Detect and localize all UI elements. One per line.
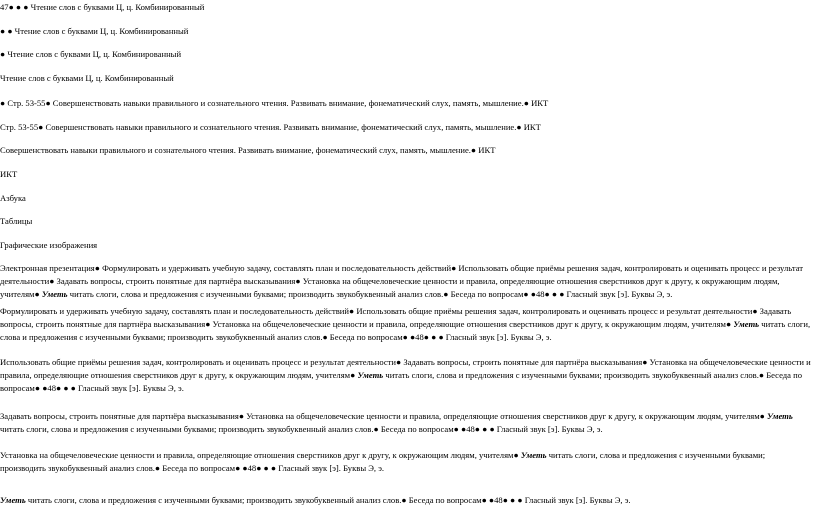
activities-paragraph-2-tail: читать слоги, слова и предложения с изученными буквами; производить звукобуквенный анализ слов.● Беседа по вопросам● ●48● ● ● Гласный звук [э]. Буквы Э, э. xyxy=(0,319,811,342)
activities-paragraph-2-text: Формулировать и удерживать учебную задачу, составлять план и последовательность действий● Использовать общие приёмы решения задач, контролировать и оценивать процесс и результат деятельности● Задавать вопросы, строить понятные для партнёра высказывания● Установка на общечеловеческие ценности и правила, определяющие отношения сверстников друг к другу, к окружающим людям, учителям● xyxy=(0,306,792,329)
resource-tables: Таблицы xyxy=(0,216,33,226)
umet-label: Уметь xyxy=(0,495,26,505)
lesson-title-line-4: Чтение слов с буквами Ц, ц. Комбинированный xyxy=(0,73,174,83)
activities-paragraph-1 xyxy=(0,262,812,301)
umet-label: Уметь xyxy=(357,370,384,380)
umet-label: Уметь xyxy=(733,319,760,329)
lesson-goals-line-1: ● Стр. 53-55● Совершенствовать навыки правильного и сознательного чтения. Развивать внимание, фонематический слух, память, мышление.● ИКТ xyxy=(0,98,549,108)
activities-paragraph-5-text: Установка на общечеловеческие ценности и правила, определяющие отношения сверстников друг к другу, к окружающим людям, учителям● xyxy=(0,450,519,460)
umet-label: Уметь xyxy=(520,450,547,460)
activities-paragraph-4-text: Задавать вопросы, строить понятные для партнёра высказывания● Установка на общечеловеческие ценности и правила, определяющие отношения сверстников друг к другу, к окружающим людям, учителям● xyxy=(0,411,765,421)
lesson-title-line-2: ● ● Чтение слов с буквами Ц, ц. Комбинированный xyxy=(0,26,189,36)
activities-paragraph-3-text: Использовать общие приёмы решения задач, контролировать и оценивать процесс и результат деятельности● Задавать вопросы, строить понятные для партнёра высказывания● Установка на общечеловеческие ценности и правила, определяющие отношения сверстников друг к другу, к окружающим людям, учителям● xyxy=(0,357,811,380)
activities-paragraph-5-tail: читать слоги, слова и предложения с изученными буквами; производить звукобуквенный анализ слов.● Беседа по вопросам● ●48● ● ● Гласный звук [э]. Буквы Э, э. xyxy=(0,450,766,473)
lesson-goals-line-3: Совершенствовать навыки правильного и сознательного чтения. Развивать внимание, фонематический слух, память, мышление.● ИКТ xyxy=(0,145,496,155)
activities-paragraph-5 xyxy=(0,449,812,475)
lesson-title-line-1: 47● ● ● Чтение слов с буквами Ц, ц. Комбинированный xyxy=(0,2,205,12)
activities-paragraph-4-tail: читать слоги, слова и предложения с изученными буквами; производить звукобуквенный анализ слов.● Беседа по вопросам● ●48● ● ● Гласный звук [э]. Буквы Э, э. xyxy=(0,424,603,434)
activities-paragraph-1-text: Электронная презентация● Формулировать и удерживать учебную задачу, составлять план и последовательность действий● Использовать общие приёмы решения задач, контролировать и оценивать процесс и результат деятельности● Задавать вопросы, строить понятные для партнёра высказывания● Установка на общечеловеческие ценности и правила, определяющие отношения сверстников друг к другу, к окружающим людям, учителям● xyxy=(0,263,804,299)
resource-graphics: Графические изображения xyxy=(0,240,98,250)
activities-paragraph-6-tail: читать слоги, слова и предложения с изученными буквами; производить звукобуквенный анализ слов.● Беседа по вопросам● ●48● ● ● Гласный звук [э]. Буквы Э, э. xyxy=(27,495,631,505)
lesson-title-line-3: ● Чтение слов с буквами Ц, ц. Комбинированный xyxy=(0,49,182,59)
activities-paragraph-3 xyxy=(0,356,812,395)
resource-ikt: ИКТ xyxy=(0,169,18,179)
activities-paragraph-4 xyxy=(0,410,812,436)
umet-label: Уметь xyxy=(767,411,793,421)
activities-paragraph-6 xyxy=(0,494,812,507)
resource-azbuka: Азбука xyxy=(0,193,26,203)
lesson-goals-line-2: Стр. 53-55● Совершенствовать навыки правильного и сознательного чтения. Развивать внимание, фонематический слух, память, мышление.● ИКТ xyxy=(0,122,541,132)
umet-label: Уметь xyxy=(41,289,68,299)
activities-paragraph-2 xyxy=(0,305,812,344)
activities-paragraph-1-tail: читать слоги, слова и предложения с изученными буквами; производить звукобуквенный анализ слов.● Беседа по вопросам● ●48● ● ● Гласный звук [э]. Буквы Э, э. xyxy=(69,289,673,299)
activities-paragraph-3-tail: читать слоги, слова и предложения с изученными буквами; производить звукобуквенный анализ слов.● Беседа по вопросам● ●48● ● ● Гласный звук [э]. Буквы Э, э. xyxy=(0,370,803,393)
